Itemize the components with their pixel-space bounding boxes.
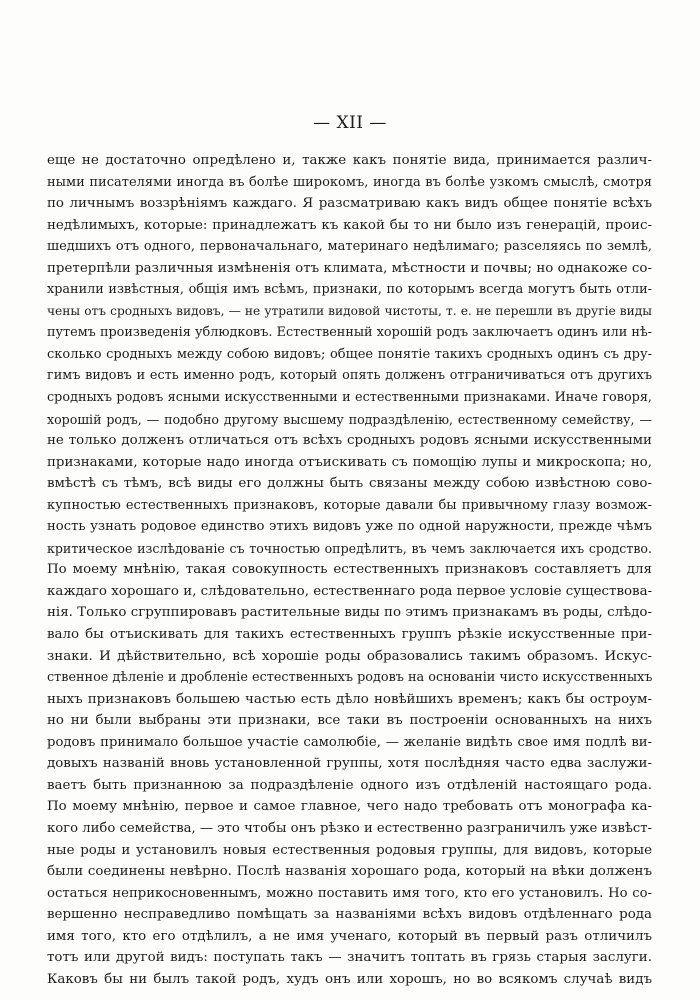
text-line: купностью естественныхъ признаковъ, которые давали бы привычному глазу возмож- (47, 497, 652, 513)
text-line: чены отъ сродныхъ видовъ, — не утратили видовой чистоты, т. е. не перешли въ другіе виды (47, 303, 652, 318)
text-line: нія. Только сгруппировавъ растительные виды по этимъ признакамъ въ роды, слѣдо- (47, 605, 652, 621)
text-line: по личнымъ воззрѣніямъ каждаго. Я разсматриваю какъ видъ общее понятіе всѣхъ (47, 196, 652, 212)
text-line: были соединены невѣрно. Послѣ названія хорошаго рода, который на вѣки долженъ (47, 864, 652, 880)
text-line: вмѣстѣ съ тѣмъ, всѣ виды его должны быть связаны между собою извѣстною сово- (47, 476, 652, 492)
text-line: критическое изслѣдованіе съ точностью опредѣлитъ, въ чемъ заключается ихъ сродство. (47, 540, 652, 556)
text-line: не только долженъ отличаться отъ всѣхъ сродныхъ родовъ ясными искусственными (47, 433, 652, 449)
page-number: — XII — (313, 113, 387, 133)
text-line: ные роды и установилъ новыя естественныя родовыя группы, для видовъ, которые (47, 842, 652, 858)
text-line: сколько сродныхъ между собою видовъ; общее понятіе такихъ сродныхъ одинъ съ дру- (47, 346, 652, 362)
text-line: ваетъ быть признанною за подраздѣленіе одного изъ отдѣленій настоящаго рода. (47, 777, 652, 793)
text-line: остаться неприкосновеннымъ, можно поставить имя того, кто его установилъ. Но со- (47, 885, 652, 901)
text-line: гимъ видовъ и есть именно родъ, который опять долженъ отграничиваться отъ другихъ (47, 368, 652, 384)
text-line: ныхъ признаковъ большею частью есть дѣло новѣйшихъ временъ; какъ бы остроум- (47, 691, 652, 707)
text-line: ность узнать родовое единство этихъ видовъ уже по одной наружности, прежде чѣмъ (47, 519, 652, 535)
text-line: По моему мнѣнію, первое и самое главное, чего надо требовать отъ монографа ка- (47, 799, 652, 815)
text-line: имя того, кто его отдѣлилъ, а не имя ученаго, который въ первый разъ отличилъ (47, 928, 652, 944)
text-line: родовъ принимало большое участіе самолюбіе, — желаніе видѣть свое имя подлѣ ви- (47, 734, 652, 750)
text-line: признаками, которые надо иногда отъискивать съ помощію лупы и микроскопа; но, (47, 454, 652, 470)
text-line: По моему мнѣнію, такая совокупность естественныхъ признаковъ составляетъ для (47, 562, 652, 578)
text-line: хранили извѣстныя, общія имъ всѣмъ, признаки, по которымъ всегда могутъ быть отли- (47, 282, 652, 298)
text-line: довыхъ названій вновь установленной группы, хотя послѣдняя часто едва заслужи- (47, 756, 652, 772)
text-line: Каковъ бы ни былъ такой родъ, худъ онъ или хорошъ, но во всякомъ случаѣ видъ (47, 971, 652, 987)
text-line: шедшихъ отъ одного, первоначальнаго, материнаго недѣлимаго; разселяясь по землѣ, (47, 239, 652, 255)
text-line: каждаго хорошаго и, слѣдовательно, естественнаго рода первое условіе существова- (47, 583, 652, 599)
text-line: знаки. И дѣйствительно, всѣ хорошіе роды образовались такимъ образомъ. Искус- (47, 648, 652, 664)
text-line: но ни были выбраны эти признаки, все таки въ построеніи основанныхъ на нихъ (47, 713, 652, 729)
text-line: вало бы отъискивать для такихъ естественныхъ группъ рѣзкіе искусственные при- (47, 627, 652, 643)
text-line: тотъ или другой видъ: поступать такъ — значитъ топтать въ грязь старыя заслуги. (47, 950, 652, 966)
text-line: недѣлимыхъ, которые: принадлежатъ къ какой бы то ни было изъ генерацій, проис- (47, 217, 652, 233)
text-line: хорошій родъ, — подобно другому высшему подраздѣленію, естественному семейству, — (47, 411, 652, 427)
text-line: претерпѣли различныя измѣненія отъ климата, мѣстности и почвы; но однакоже со- (47, 260, 652, 276)
text-line: еще не достаточно опредѣлено и, также какъ понятіе вида, принимается различ- (47, 153, 652, 168)
text-line: ственное дѣленіе и дробленіе естественныхъ родовъ на основаніи чисто искусственныхъ (47, 670, 652, 686)
text-line: путемъ произведенія ублюдковъ. Естественный хорошій родъ заключаетъ одинъ или нѣ- (47, 325, 652, 341)
text-line: ными писателями иногда въ болѣе широкомъ, иногда въ болѣе узкомъ смыслѣ, смотря (47, 174, 652, 190)
text-line: сродныхъ родовъ ясными искусственными и естественными признаками. Иначе говоря, (47, 390, 652, 406)
text-line: кого либо семейства, — это чтобы онъ рѣзко и естественно разграничилъ уже извѣст- (47, 820, 652, 836)
text-line: вершенно несправедливо помѣщать за названіями всѣхъ видовъ отдѣленнаго рода (47, 907, 652, 923)
page-text (47, 150, 652, 990)
